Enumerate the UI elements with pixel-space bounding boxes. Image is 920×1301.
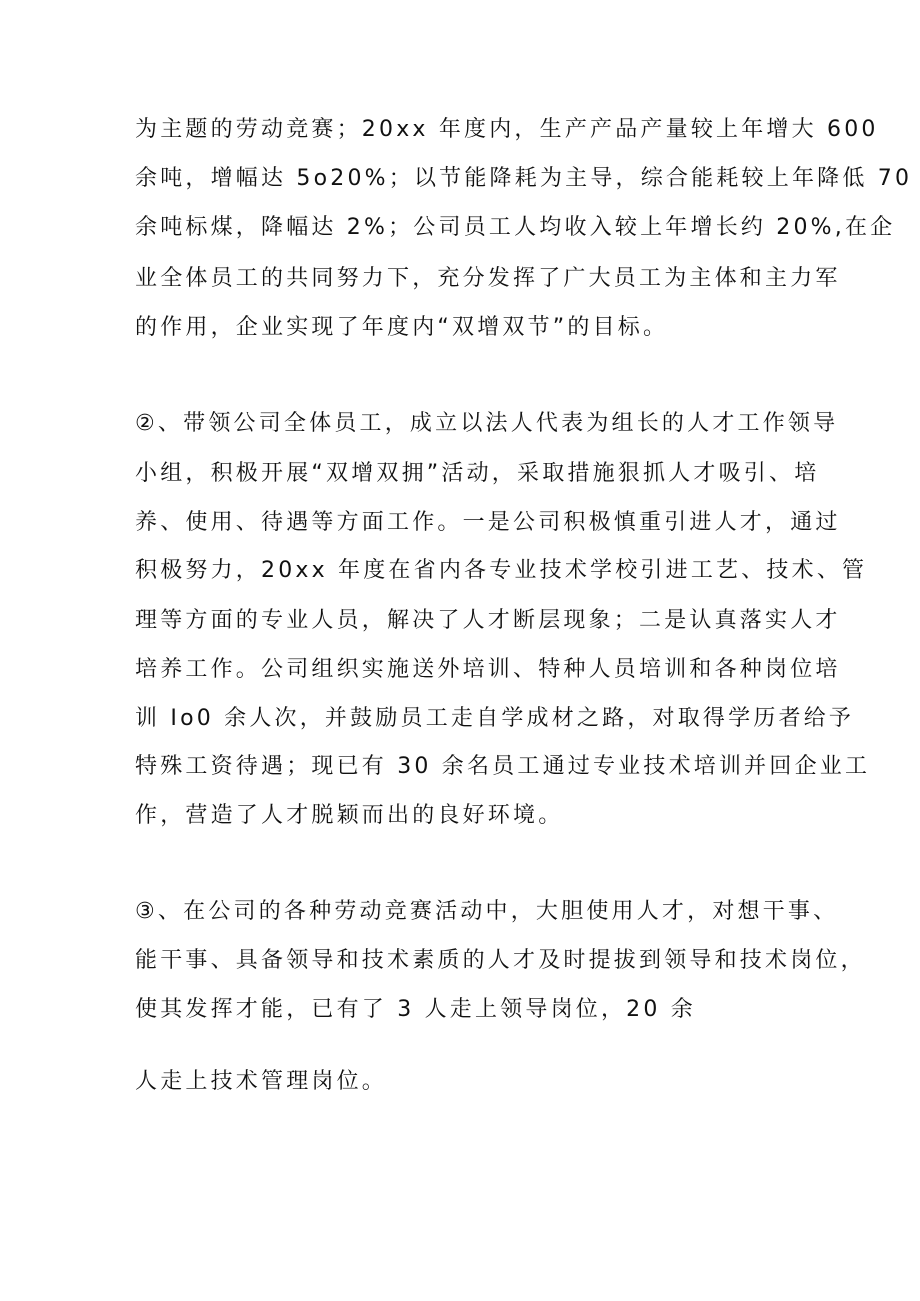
text-line: 特殊工资待遇；现已有 30 余名员工通过专业技术培训并回企业工 (135, 754, 871, 779)
text-line: 理等方面的专业人员，解决了人才断层现象；二是认真落实人才 (135, 608, 841, 633)
text-line: 为主题的劳动竞赛；20xx 年度内，生产产品产量较上年增大 600 (135, 117, 879, 142)
text-line: 余吨标煤，降幅达 2%；公司员工人均收入较上年增长约 20%,在企 (135, 215, 896, 240)
text-line: 培养工作。公司组织实施送外培训、特种人员培训和各种岗位培 (135, 657, 841, 682)
text-line: 余吨，增幅达 5o20%；以节能降耗为主导，综合能耗较上年降低 70 (135, 166, 913, 191)
text-line: 使其发挥才能，已有了 3 人走上领导岗位，20 余 (135, 997, 696, 1022)
text-line: ③、在公司的各种劳动竞赛活动中，大胆使用人才，对想干事、 (135, 899, 839, 924)
text-line: 业全体员工的共同努力下，充分发挥了广大员工为主体和主力军 (135, 266, 841, 291)
text-line: 积极努力，20xx 年度在省内各专业技术学校引进工艺、技术、管 (135, 558, 868, 583)
text-line: 能干事、具备领导和技术素质的人才及时提拔到领导和技术岗位， (135, 948, 866, 973)
text-line: 人走上技术管理岗位。 (135, 1069, 388, 1094)
text-line: ②、带领公司全体员工，成立以法人代表为组长的人才工作领导 (135, 411, 839, 436)
text-line: 作，营造了人才脱颖而出的良好环境。 (135, 803, 564, 828)
text-line: 小组，积极开展“双增双拥”活动，采取措施狠抓人才吸引、培 (135, 461, 820, 486)
text-line: 训 Io0 余人次，并鼓励员工走自学成材之路，对取得学历者给予 (135, 706, 855, 731)
text-line: 养、使用、待遇等方面工作。一是公司积极慎重引进人才，通过 (135, 510, 841, 535)
text-line: 的作用，企业实现了年度内“双增双节”的目标。 (135, 315, 669, 340)
